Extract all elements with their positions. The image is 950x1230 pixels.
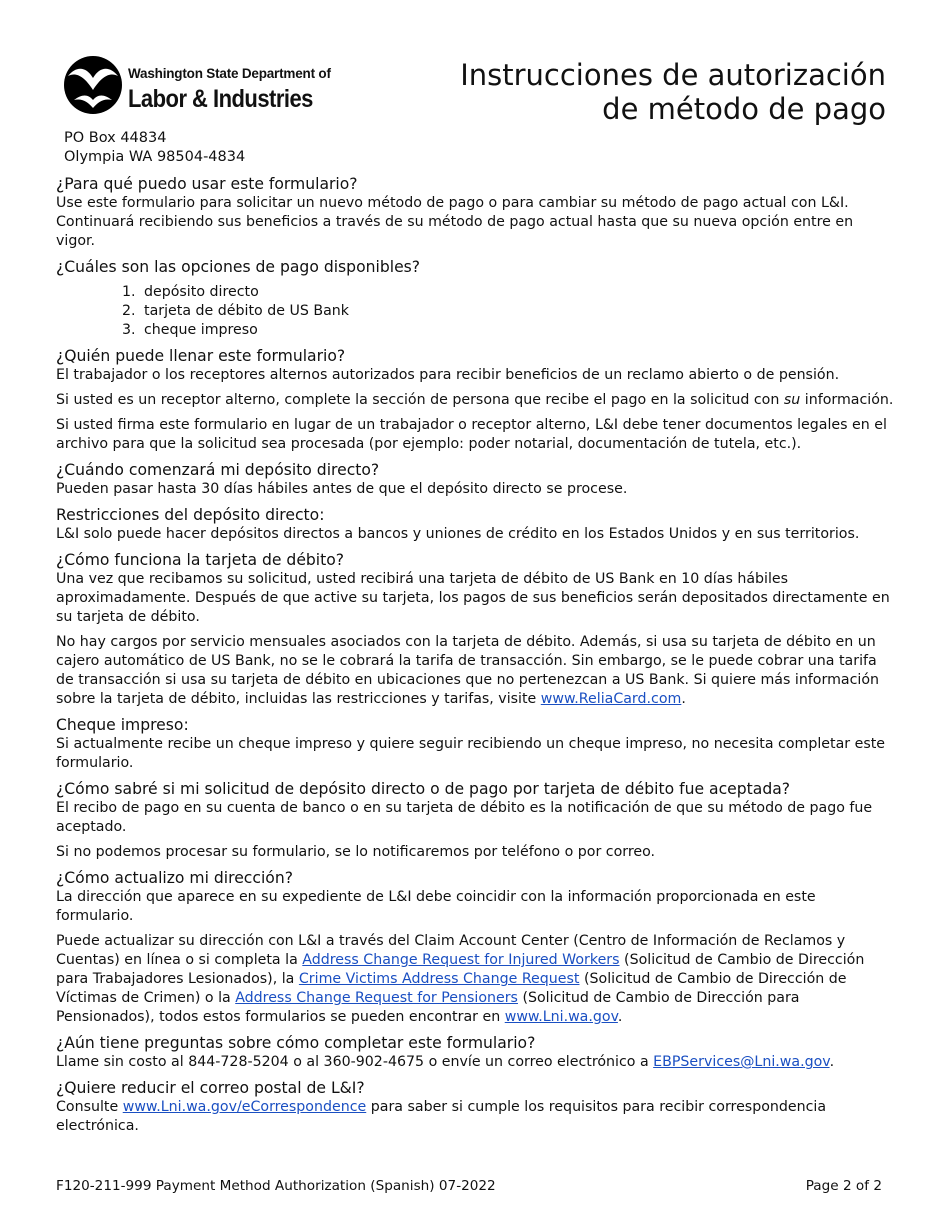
- text-fragment: Consulte: [56, 1099, 123, 1115]
- question-heading: Restricciones del depósito directo:: [56, 506, 325, 524]
- text-fragment: información.: [800, 392, 894, 408]
- section-cheque: [56, 715, 896, 773]
- ebp-email-link[interactable]: EBPServices@Lni.wa.gov: [653, 1054, 830, 1070]
- list-item: 2. tarjeta de débito de US Bank: [140, 302, 896, 321]
- text-fragment: .: [681, 691, 686, 707]
- section-uso: [56, 174, 896, 251]
- text-fragment: para saber si cumple los requisitos para recibir correspondencia electrónica.: [56, 1099, 827, 1134]
- answer-text: [56, 391, 896, 410]
- section-restricciones: [56, 505, 896, 544]
- reliacard-link[interactable]: www.ReliaCard.com: [540, 691, 682, 707]
- answer-text: [56, 633, 896, 709]
- text-fragment: .: [617, 1009, 623, 1025]
- section-aceptada: [56, 779, 896, 862]
- section-quien: [56, 346, 896, 454]
- question-heading: ¿Cuáles son las opciones de pago disponibles?: [56, 258, 421, 276]
- answer-text: Si usted firma este formulario en lugar de un trabajador o receptor alterno, L&I debe tener documentos legales en el archivo para que la solicitud sea procesada (por ejemplo: poder notarial, documentación de tutela, etc.).: [56, 417, 887, 452]
- emphasis-text: su: [783, 392, 801, 408]
- address-line2: Olympia WA 98504-4834: [64, 149, 246, 165]
- question-heading: ¿Aún tiene preguntas sobre cómo completar este formulario?: [56, 1034, 536, 1052]
- instructions-content: [56, 174, 896, 1142]
- section-preguntas: [56, 1033, 896, 1072]
- answer-text: El recibo de pago en su cuenta de banco o en su tarjeta de débito es la notificación de que su método de pago fue aceptado.: [56, 800, 873, 835]
- question-heading: ¿Para qué puedo usar este formulario?: [56, 175, 358, 193]
- answer-text: Si no podemos procesar su formulario, se lo notificaremos por teléfono o por correo.: [56, 844, 656, 860]
- answer-text: Pueden pasar hasta 30 días hábiles antes de que el depósito directo se procese.: [56, 481, 628, 497]
- mailing-address: [64, 129, 245, 167]
- question-heading: ¿Quiere reducir el correo postal de L&I?: [56, 1079, 365, 1097]
- text-fragment: Si usted es un receptor alterno, complete la sección de persona que recibe el pago en la solicitud con: [56, 392, 784, 408]
- answer-text: [56, 1053, 896, 1072]
- answer-text: [56, 1098, 896, 1136]
- text-fragment: (Solicitud de Cambio de Dirección para Trabajadores Lesionados), la: [56, 952, 865, 987]
- title-line1: Instrucciones de autorización: [460, 58, 886, 92]
- answer-text: [56, 932, 896, 1027]
- org-name-line2: Labor & Industries: [128, 85, 313, 113]
- question-heading: ¿Cómo actualizo mi dirección?: [56, 869, 293, 887]
- question-heading: Cheque impreso:: [56, 716, 189, 734]
- crime-victims-address-link[interactable]: Crime Victims Address Change Request: [298, 971, 580, 987]
- answer-text: El trabajador o los receptores alternos autorizados para recibir beneficios de un reclamo abierto o de pensión.: [56, 367, 840, 383]
- question-heading: ¿Cómo sabré si mi solicitud de depósito directo o de pago por tarjeta de débito fue aceptada?: [56, 780, 791, 798]
- list-item: 3. cheque impreso: [140, 321, 896, 340]
- text-fragment: Llame sin costo al 844-728-5204 o al 360-902-4675 o envíe un correo electrónico a: [56, 1054, 654, 1070]
- lni-emblem-icon: [62, 54, 124, 116]
- form-identifier: F120-211-999 Payment Method Authorization (Spanish) 07-2022: [56, 1178, 496, 1194]
- answer-text: Una vez que recibamos su solicitud, usted recibirá una tarjeta de débito de US Bank en 10 días hábiles aproximadamente. Después de que active su tarjeta, los pagos de sus beneficios serán depositados directamente en su tarjeta de débito.: [56, 571, 890, 625]
- ecorrespondence-link[interactable]: www.Lni.wa.gov/eCorrespondence: [122, 1099, 367, 1115]
- question-heading: ¿Quién puede llenar este formulario?: [56, 347, 346, 365]
- answer-text: Use este formulario para solicitar un nuevo método de pago o para cambiar su método de pago actual con L&I. Continuará recibiendo sus beneficios a través de su método de pago actual hasta que su nueva opción entre en vigor.: [56, 195, 854, 249]
- injured-workers-address-link[interactable]: Address Change Request for Injured Workers: [302, 952, 620, 968]
- text-fragment: (Solicitud de Cambio de Dirección de Víctimas de Crimen) o la: [56, 971, 847, 1006]
- section-correo: [56, 1078, 896, 1136]
- answer-text: L&I solo puede hacer depósitos directos a bancos y uniones de crédito en los Estados Unidos y en sus territorios.: [56, 526, 860, 542]
- text-fragment: Puede actualizar su dirección con L&I a través del Claim Account Center (Centro de Información de Reclamos y Cuentas) en línea o si completa la: [56, 933, 846, 968]
- text-fragment: No hay cargos por servicio mensuales asociados con la tarjeta de débito. Además, si usa su tarjeta de débito en un cajero automático de US Bank, no se le cobrará la tarifa de transacción. Sin embargo, se le puede cobrar una tarifa de transacción si usa su tarjeta de débito en ubicaciones que no pertenezcan a US Bank. Si quiere más información sobre la tarjeta de débito, incluidas las restricciones y tarifas, visite: [56, 634, 879, 707]
- address-line1: PO Box 44834: [64, 130, 167, 146]
- question-heading: ¿Cómo funciona la tarjeta de débito?: [56, 551, 345, 569]
- lni-website-link[interactable]: www.Lni.wa.gov: [504, 1009, 618, 1025]
- section-cuando: [56, 460, 896, 499]
- answer-text: La dirección que aparece en su expediente de L&I debe coincidir con la información proporcionada en este formulario.: [56, 889, 816, 924]
- text-fragment: .: [829, 1054, 835, 1070]
- section-direccion: [56, 868, 896, 1027]
- list-item: 1. depósito directo: [140, 283, 896, 302]
- question-heading: ¿Cuándo comenzará mi depósito directo?: [56, 461, 380, 479]
- page-title: [460, 58, 886, 126]
- page-number: Page 2 of 2: [805, 1178, 882, 1194]
- title-line2: de método de pago: [602, 92, 886, 126]
- payment-options-list: [56, 283, 896, 340]
- section-opciones: [56, 257, 896, 340]
- pensioners-address-link[interactable]: Address Change Request for Pensioners: [235, 990, 518, 1006]
- answer-text: Si actualmente recibe un cheque impreso y quiere seguir recibiendo un cheque impreso, no necesita completar este formulario.: [56, 736, 886, 771]
- org-name-line1: Washington State Department of: [128, 66, 331, 81]
- section-tarjeta: [56, 550, 896, 709]
- text-fragment: (Solicitud de Cambio de Dirección para Pensionados), todos estos formularios se pueden encontrar en: [56, 990, 800, 1025]
- agency-logo: [62, 54, 342, 120]
